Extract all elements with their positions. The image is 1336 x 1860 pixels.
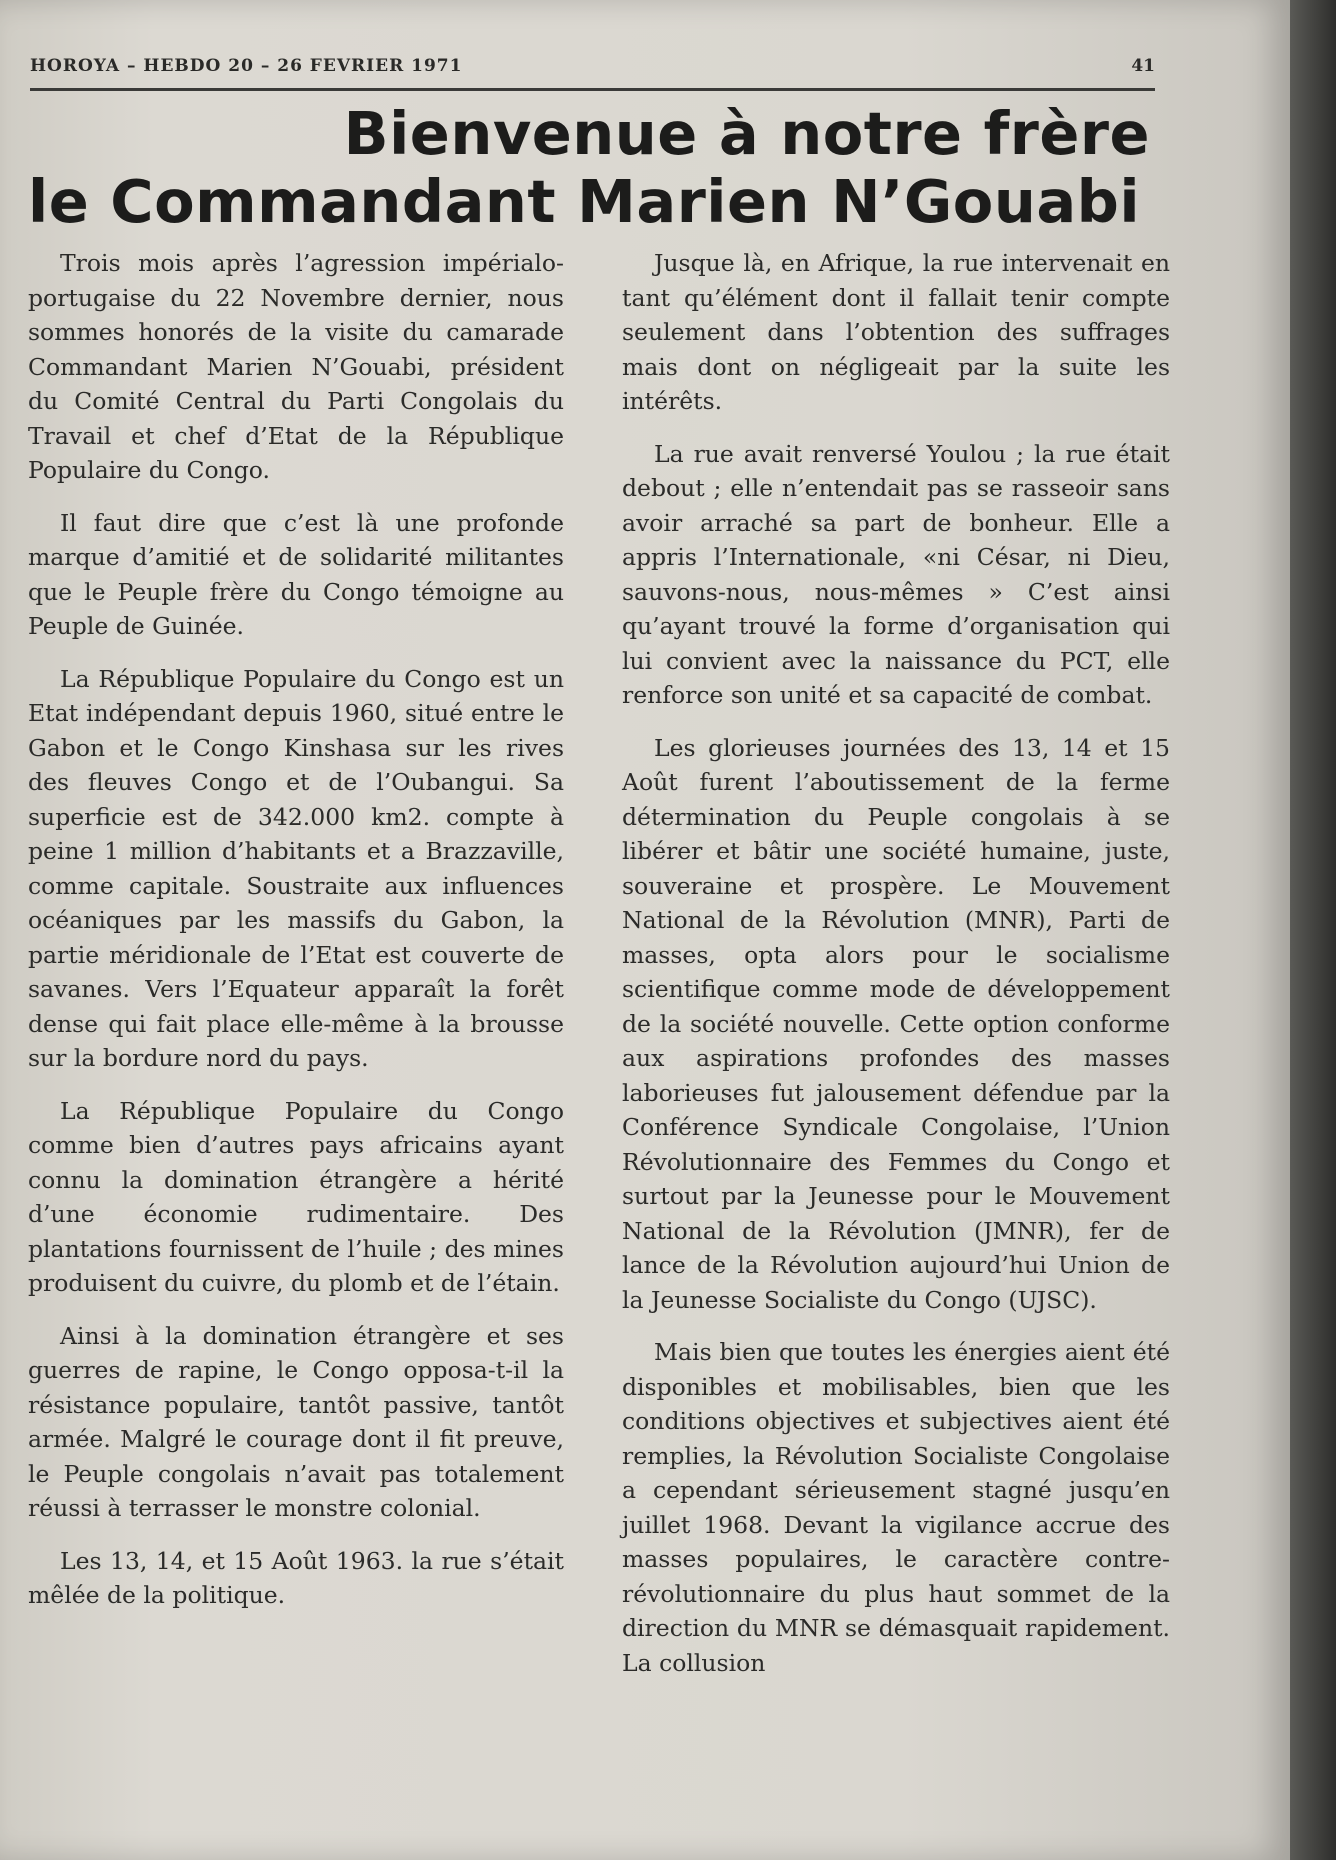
paragraph: La République Populaire du Congo comme bien d’autres pays africains ayant connu la domination étrangère a hérité d’une économie rudimentaire. Des plantations fournissent de l’huile ; des mines produisent du cuivre, du plomb et de l’étain. xyxy=(28,1096,564,1297)
paragraph: Il faut dire que c’est là une profonde marque d’amitié et de solidarité militantes que le Peuple frère du Congo témoigne au Peuple de Guinée. xyxy=(28,508,564,640)
paragraph: Jusque là, en Afrique, la rue intervenait en tant qu’élément dont il fallait tenir compte seulement dans l’obtention des suffrages mais dont on négligeait par la suite les intérêts. xyxy=(622,249,1170,415)
paragraph: La République Populaire du Congo est un Etat indépendant depuis 1960, situé entre le Gabon et le Congo Kinshasa sur les rives des fleuves Congo et de l’Oubangui. Sa superficie est de 342.000 km2. compte à peine 1 million d’habitants et a Brazzaville, comme capitale. Soustraite aux influences océaniques par les massifs du Gabon, la partie méridionale de l’Etat est couverte de savanes. Vers l’Equateur apparaît la forêt dense qui fait place elle-même à la brousse sur la bordure nord du pays. xyxy=(28,664,564,1072)
running-header xyxy=(30,56,1155,84)
paragraph: Les 13, 14, et 15 Août 1963. la rue s’était mêlée de la politique. xyxy=(28,1546,564,1609)
page-number: 41 xyxy=(1131,56,1155,76)
running-head: HOROYA – HEBDO 20 – 26 FEVRIER 1971 xyxy=(30,56,463,76)
left-column xyxy=(28,246,564,1631)
headline-line-1: Bienvenue à notre frère xyxy=(343,99,1150,168)
paragraph: Les glorieuses journées des 13, 14 et 15 Août furent l’aboutissement de la ferme détermination du Peuple congolais à se libérer et bâtir une société humaine, juste, souveraine et prospère. Le Mouvement National de la Révolution (MNR), Parti de masses, opta alors pour le socialisme scientifique comme mode de développement de la société nouvelle. Cette option conforme aux aspirations profondes des masses laborieuses fut jalousement défendue par la Conférence Syndicale Congolaise, l’Union Révolutionnaire des Femmes du Congo et surtout par la Jeunesse pour le Mouvement National de la Révolution (JMNR), fer de lance de la Révolution aujourd’hui Union de la Jeunesse Socialiste du Congo (UJSC). xyxy=(622,733,1170,1314)
page-edge-shadow xyxy=(1290,0,1336,1860)
paragraph: Ainsi à la domination étrangère et ses guerres de rapine, le Congo opposa-t-il la résistance populaire, tantôt passive, tantôt armée. Malgré le courage dont il fit preuve, le Peuple congolais n’avait pas totalement réussi à terrasser le monstre colonial. xyxy=(28,1321,564,1522)
paragraph: La rue avait renversé Youlou ; la rue était debout ; elle n’entendait pas se rasseoir sans avoir arraché sa part de bonheur. Elle a appris l’Internationale, «ni César, ni Dieu, sauvons-nous, nous-mêmes » C’est ainsi qu’ayant trouvé la forme d’organisation qui lui convient avec la naissance du PCT, elle renforce son unité et sa capacité de combat. xyxy=(622,439,1170,709)
right-column xyxy=(622,246,1170,1698)
paragraph: Mais bien que toutes les énergies aient été disponibles et mobilisables, bien que les conditions objectives et subjectives aient été remplies, la Révolution Socialiste Congolaise a cependant sérieusement stagné jusqu’en juillet 1968. Devant la vigilance accrue des masses populaires, le caractère contre-révolutionnaire du plus haut sommet de la direction du MNR se démasquait rapidement. La collusion xyxy=(622,1338,1170,1677)
headline-line-2: le Commandant Marien N’Gouabi xyxy=(28,167,1141,236)
article-headline xyxy=(28,100,1162,236)
paragraph: Trois mois après l’agression impérialo-portugaise du 22 Novembre dernier, nous sommes honorés de la visite du camarade Commandant Marien N’Gouabi, président du Comité Central du Parti Congolais du Travail et chef d’Etat de la République Populaire du Congo. xyxy=(28,249,564,484)
header-rule xyxy=(30,88,1155,91)
